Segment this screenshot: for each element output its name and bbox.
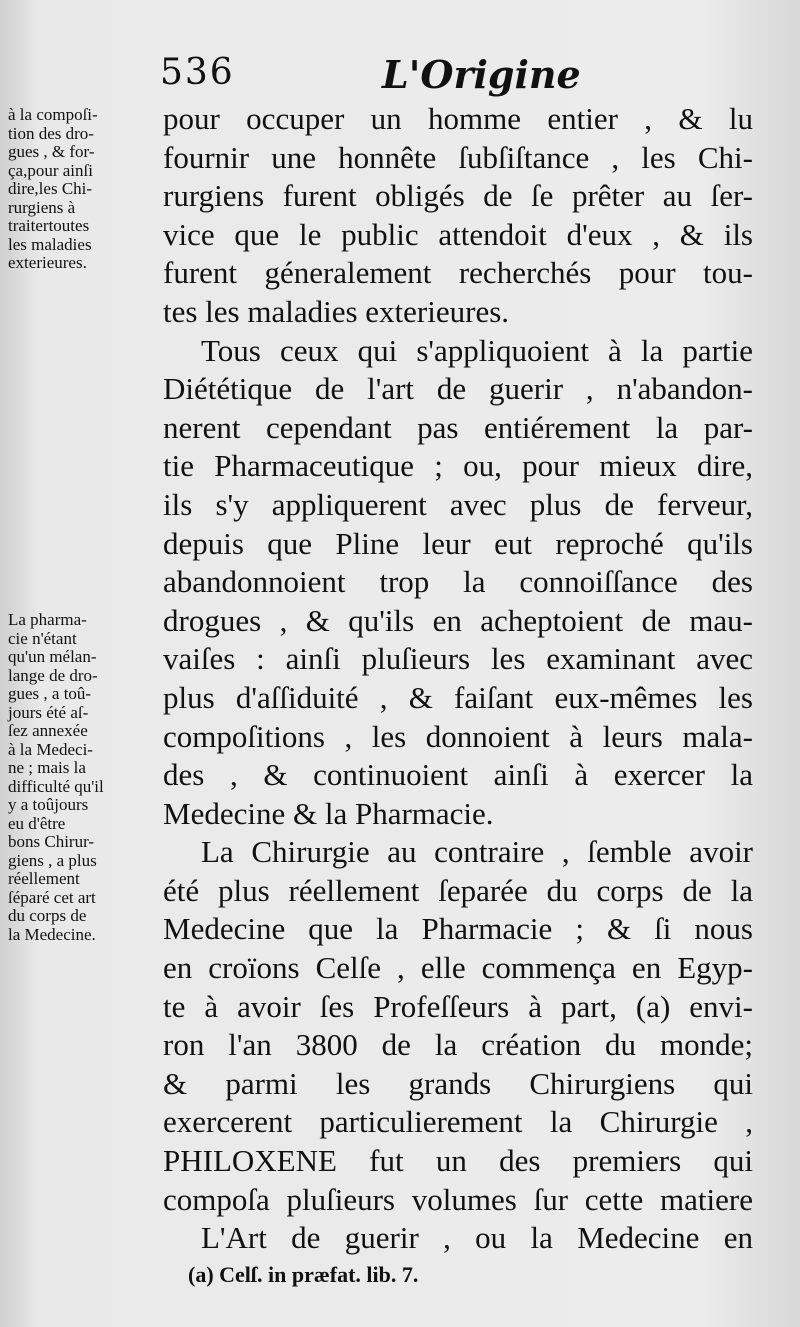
body-line: plus d'aſſiduité , & faiſant eux-mêmes les [163,679,753,715]
margin-note-2 [8,611,163,944]
margin-note-line: La pharma- [8,610,87,629]
body-line: furent géneralement recherchés pour tou- [163,255,753,291]
body-line: compoſitions , les donnoient à leurs mala- [163,718,753,754]
margin-note-line: tion des dro- [8,123,94,143]
margin-note-line: cie n'étant [8,628,77,648]
body-line: L'Art de guerir , ou la Medecine en [201,1220,753,1256]
footnote: (a) Celſ. in præfat. lib. 7. [188,1262,419,1287]
body-line: vice que le public attendoit d'eux , & ils [163,216,753,252]
margin-note-line: réellement [8,869,80,888]
margin-note-1 [8,106,163,273]
margin-note-line: gues , a toû- [8,684,92,703]
margin-note-line: ſéparé cet art [8,887,96,907]
body-line: Medecine & la Pharmacie. [163,795,494,831]
body-line: PHILOXENE fut un des premiers qui [163,1143,753,1179]
body-line: vaiſes : ainſi pluſieurs les examinant avec [163,641,753,677]
margin-note-line: gues , & for- [8,142,95,161]
body-line: abandonnoient trop la connoiſſance des [163,564,753,600]
body-line: La Chirurgie au contraire , ſemble avoir [201,834,753,870]
body-line: te à avoir ſes Profeſſeurs à part, (a) envi- [163,988,753,1024]
body-line: en croïons Celſe , elle commença en Egyp- [163,950,753,986]
body-line: fournir une honnête ſubſiſtance , les Chi- [163,139,753,175]
body-line: Tous ceux qui s'appliquoient à la partie [201,332,753,368]
margin-note-line: lange de dro- [8,665,98,685]
margin-note-line: ne ; mais la [8,758,86,777]
margin-note-line: la Medecine. [8,924,96,944]
margin-note-line: qu'un mélan- [8,647,97,666]
body-line: tes les maladies exterieures. [163,293,510,329]
body-text [163,100,753,1258]
body-line: Diététique de l'art de guerir , n'abandon- [163,371,753,407]
margin-note-line: ſez annexée [8,721,88,740]
margin-note-line: du corps de [8,906,87,925]
margin-note-line: rurgiens à [8,197,76,217]
body-line: compoſa pluſieurs volumes ſur cette matiere [163,1181,753,1217]
body-line: exercerent particulierement la Chirurgie , [163,1104,753,1140]
body-line: Medecine que la Pharmacie ; & ſi nous [163,911,753,947]
body-line: nerent cependant pas entiérement la par- [163,409,753,445]
margin-note-line: dire,les Chi- [8,179,93,198]
body-line: ils s'y appliquerent avec plus de ferveur, [163,486,753,522]
margin-note-line: difficulté qu'il [8,776,104,796]
margin-note-line: les maladies [8,234,92,254]
margin-note-line: à la Medeci- [8,739,93,759]
margin-note-line: eu d'être [8,813,66,833]
page-number: 536 [160,52,235,93]
margin-note-line: jours été aſ- [8,702,89,722]
body-line: & parmi les grands Chirurgiens qui [163,1065,753,1101]
body-line: été plus réellement ſeparée du corps de la [163,872,753,908]
margin-note-line: ça,pour ainſi [8,160,93,180]
margin-note-line: traitertoutes [8,216,90,235]
body-line: rurgiens furent obligés de ſe prêter au ſer- [163,178,753,214]
margin-note-line: giens , a plus [8,850,97,870]
margin-note-line: y a toûjours [8,795,89,814]
body-line: tie Pharmaceutique ; ou, pour mieux dire, [163,448,753,484]
body-line: depuis que Pline leur eut reproché qu'ils [163,525,753,561]
margin-note-line: à la compoſi- [8,105,98,124]
body-line: ron l'an 3800 de la création du monde; [163,1027,753,1063]
page-header [160,52,780,102]
body-line: pour occuper un homme entier , & lu [163,101,753,136]
body-line: drogues , & qu'ils en acheptoient de mau- [163,602,753,638]
margin-note-line: exterieures. [8,253,87,272]
running-title: L'Origine [382,52,581,97]
body-line: des , & continuoient ainſi à exercer la [163,757,753,793]
margin-note-line: bons Chirur- [8,832,95,851]
